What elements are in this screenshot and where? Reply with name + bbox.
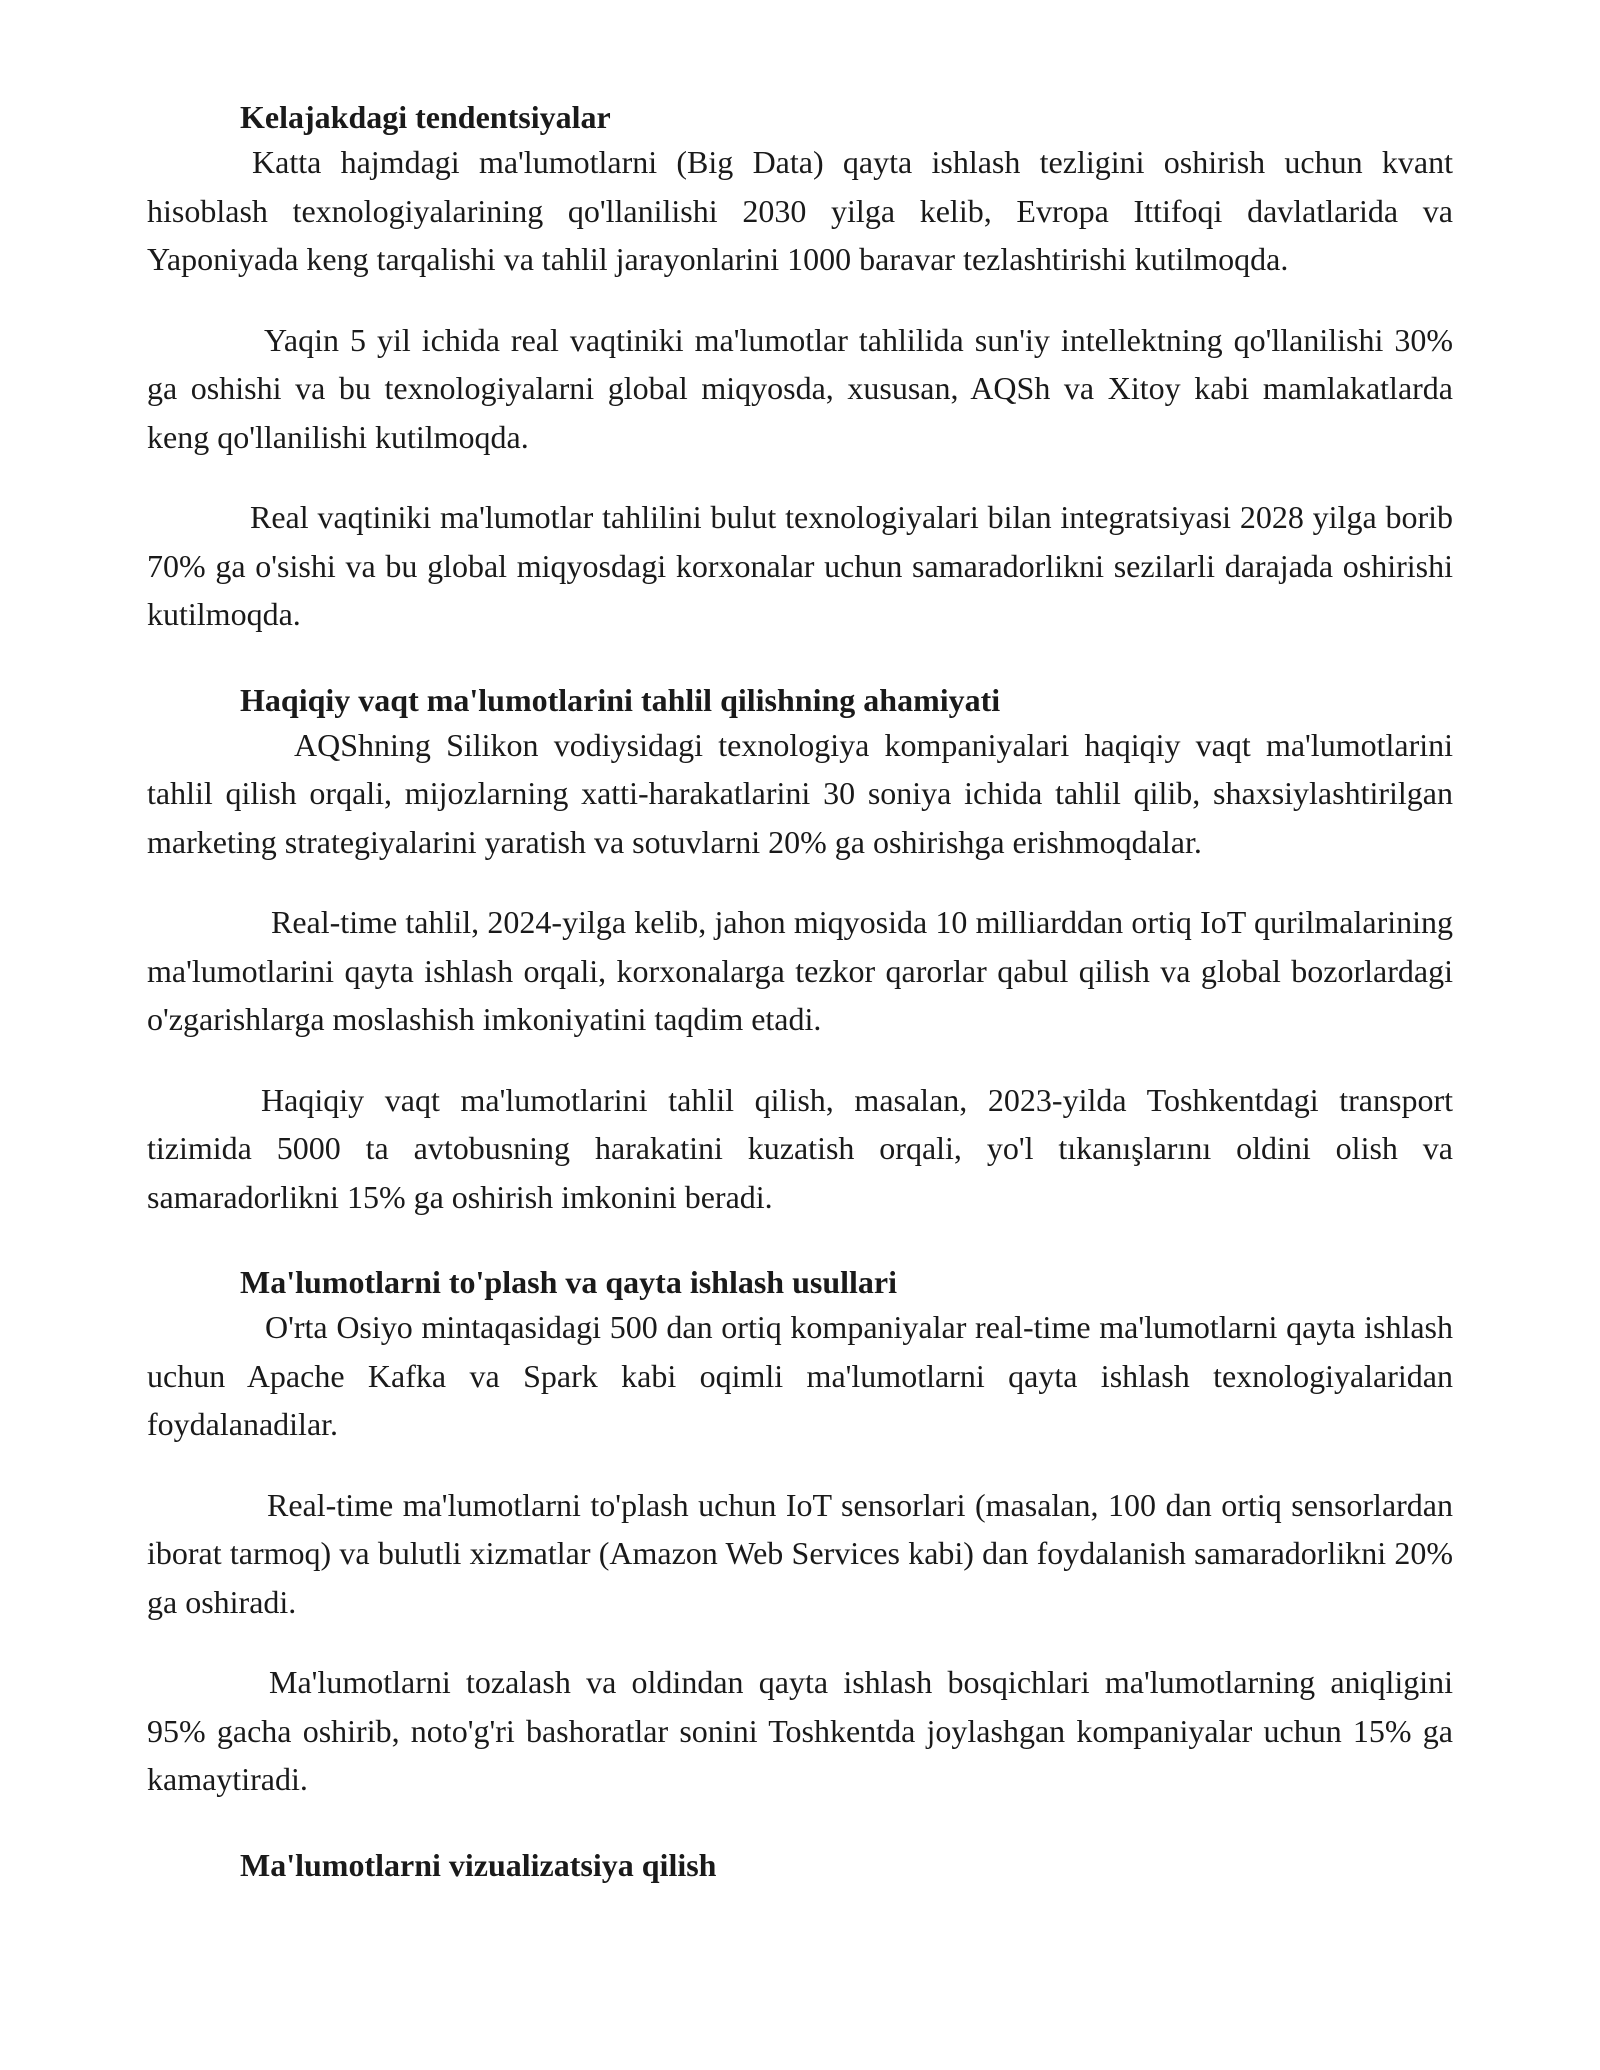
paragraph-tashkent-transport: Haqiqiy vaqt ma'lumotlarini tahlil qilish, masalan, 2023-yilda Toshkentdagi transport tizimida 5000 ta avtobusning harakatini kuzatish orqali, yo'l tıkanışlarını oldini olish va samaradorlikni 15% ga oshirish imkonini beradi. [147,1081,1453,1215]
section-heading-data-collection: Ma'lumotlarni to'plash va qayta ishlash usullari [240,1264,898,1300]
section-heading-data-visualization: Ma'lumotlarni vizualizatsiya qilish [240,1846,717,1883]
paragraph-iot-sensors: Real-time ma'lumotlarni to'plash uchun IoT sensorlari (masalan, 100 dan ortiq sensorlardan iborat tarmoq) va bulutli xizmatlar (Amazon Web Services kabi) dan foydalanish samaradorlikni 20% ga oshiradi. [147,1486,1453,1620]
paragraph-ai-realtime: Yaqin 5 yil ichida real vaqtiniki ma'lumotlar tahlilida sun'iy intellektning qo'llanilishi 30% ga oshishi va bu texnologiyalarni global miqyosda, xususan, AQSh va Xitoy kabi mamlakatlarda keng qo'llanilishi kutilmoqda. [147,321,1453,455]
document-body [147,96,1453,1886]
paragraph-silicon-valley: AQShning Silikon vodiysidagi texnologiya kompaniyalari haqiqiy vaqt ma'lumotlarini tahlil qilish orqali, mijozlarning xatti-harakatlarini 30 soniya ichida tahlil qilib, shaxsiylashtirilgan marketing strategiyalarini yaratish va sotuvlarni 20% ga oshirishga erishmoqdalar. [147,726,1453,860]
section-heading-realtime-importance: Haqiqiy vaqt ma'lumotlarini tahlil qilishning ahamiyati [240,681,1001,718]
paragraph-cloud-integration: Real vaqtiniki ma'lumotlar tahlilini bulut texnologiyalari bilan integratsiyasi 2028 yilga borib 70% ga o'sishi va bu global miqyosdagi korxonalar uchun samaradorlikni sezilarli darajada oshirishi kutilmoqda. [147,499,1453,632]
paragraph-quantum-computing: Katta hajmdagi ma'lumotlarni (Big Data) qayta ishlash tezligini oshirish uchun kvant hisoblash texnologiyalarining qo'llanilishi 2030 yilga kelib, Evropa Ittifoqi davlatlarida va Yaponiyada keng tarqalishi va tahlil jarayonlarini 1000 baravar tezlashtirishi kutilmoqda. [147,144,1453,277]
paragraph-data-cleaning: Ma'lumotlarni tozalash va oldindan qayta ishlash bosqichlari ma'lumotlarning aniqligini 95% gacha oshirib, noto'g'ri bashoratlar sonini Toshkentda joylashgan kompaniyalar uchun 15% ga kamaytiradi. [147,1664,1453,1797]
paragraph-iot-devices: Real-time tahlil, 2024-yilga kelib, jahon miqyosida 10 milliarddan ortiq IoT qurilmalarining ma'lumotlarini qayta ishlash orqali, korxonalarga tezkor qarorlar qabul qilish va global bozorlardagi o'zgarishlarga moslashish imkoniyatini taqdim etadi. [147,904,1453,1037]
paragraph-central-asia-companies: O'rta Osiyo mintaqasidagi 500 dan ortiq kompaniyalar real-time ma'lumotlarni qayta ishlash uchun Apache Kafka va Spark kabi oqimli ma'lumotlarni qayta ishlash texnologiyalaridan foydalanadilar. [147,1309,1453,1442]
section-heading-future-trends: Kelajakdagi tendentsiyalar [240,99,611,135]
